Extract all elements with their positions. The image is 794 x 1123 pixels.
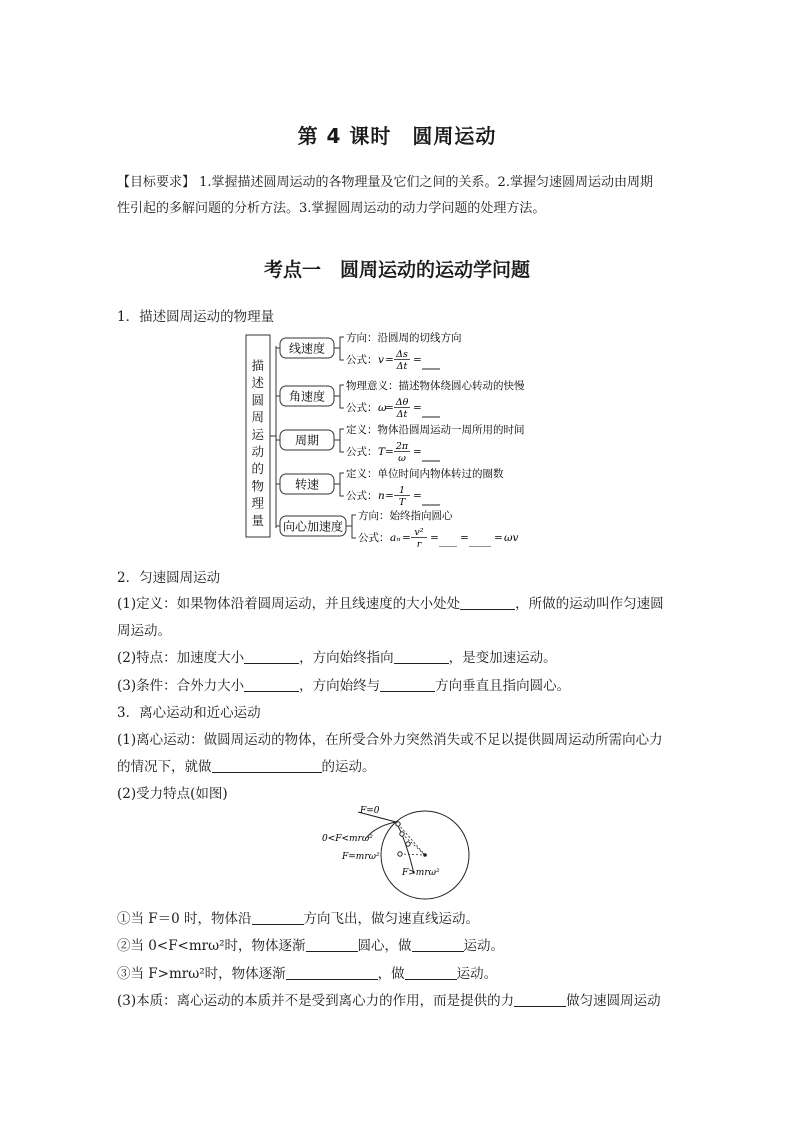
branch-line1: 方向：始终指向圆心 [358,510,453,522]
s2-condition: (3)条件：合外力大小 ，方向始终与 方向垂直且指向圆心。 [117,678,571,694]
s3-case-zero: ①当 F＝0 时，物体沿 方向飞出，做匀速直线运动。 [117,911,480,927]
concept-diagram [240,332,560,547]
formula-eq: = [413,446,422,458]
lesson-title: 第 4 课时 圆周运动 [297,124,497,148]
branch-line1: 定义：单位时间内物体转过的圈数 [346,468,504,480]
s3-essence: (3)本质：离心运动的本质并不是受到离心力的作用，而是提供的力 做匀速圆周运动 [117,993,661,1009]
s3-centrifugal-def: (1)离心运动：做圆周运动的物体，在所受合外力突然消失或不足以提供圆周运动所需向心力 [117,732,663,748]
formula-prefix: 公式： [346,490,378,502]
diagram-root-label [252,358,265,528]
frac-denominator: Δt [396,409,408,420]
blank-field[interactable] [286,965,378,980]
blank-field[interactable] [514,992,566,1007]
root-char: 运 [251,426,265,442]
s2-definition-cont: 周运动。 [117,623,171,639]
label-f-greater: F>mrω² [402,868,440,878]
formula-eq: = [413,402,422,414]
formula-eq: = [413,354,422,366]
frac-denominator: ω [398,453,406,464]
root-char: 动 [251,444,265,459]
root-char: 物 [251,478,265,494]
blank-field[interactable] [252,910,304,925]
branch-line1: 定义：物体沿圆周运动一周所用的时间 [346,424,525,436]
branch-4 [276,509,519,547]
label-f-equal: F=mrω² [342,852,380,862]
blank-field[interactable] [244,649,299,664]
s2-heading: 2．匀速圆周运动 [117,570,221,586]
formula-var: aₙ [390,532,401,544]
formula-var: n [378,490,385,502]
formula-eq: = [402,532,411,544]
formula-prefix: 公式： [346,446,378,458]
formula-eq: = [385,490,394,502]
goal-text-1: 1.掌握描述圆周运动的各物理量及它们之间的关系。2.掌握匀速圆周运动由周期 [195,175,653,190]
branch-label: 线速度 [288,341,326,356]
blank-field[interactable] [244,677,299,692]
branch-3 [276,467,504,508]
frac-numerator: 2π [395,441,409,452]
formula-eq: = [385,446,394,458]
blank-field[interactable] [460,595,515,610]
s1-heading: 1．描述圆周运动的物理量 [117,309,275,325]
trajectory-spiral-in [396,822,414,874]
frac-denominator: T [398,497,406,508]
branch-line1: 物理意义：描述物体绕圆心转动的快慢 [346,380,525,392]
frac-denominator: Δt [396,361,408,372]
s3-force-feature: (2)受力特点(如图) [117,786,228,802]
root-char: 描 [251,358,265,373]
frac-numerator: v² [414,527,424,538]
s2-definition: (1)定义：如果物体沿着圆周运动，并且线速度的大小处处 ，所做的运动叫作匀速圆 [117,596,664,612]
section-title: 考点一 圆周运动的运动学问题 [263,259,530,281]
formula-tail: ωv [504,532,519,544]
svg-text:=: = [494,532,503,544]
root-char: 周 [251,409,265,425]
branch-line1: 方向：沿圆周的切线方向 [346,332,462,344]
branch-0 [276,332,462,372]
goal-text-2: 性引起的多解问题的分析方法。3.掌握圆周运动的动力学问题的处理方法。 [117,201,546,216]
s3-heading: 3．离心运动和近心运动 [117,705,261,721]
label-f-zero: F=0 [360,806,380,816]
formula-var: T [378,446,386,458]
s3-centrifugal-def-cont: 的情况下，就做 的运动。 [117,759,376,775]
blank-field[interactable] [380,677,435,692]
formula-prefix: 公式： [358,532,390,544]
blank-field[interactable] [412,937,464,952]
formula-var: v [378,354,384,366]
root-char: 量 [251,512,265,528]
root-char: 理 [251,495,265,511]
frac-numerator: 1 [398,485,406,496]
formula-prefix: 公式： [346,402,378,414]
blank-field[interactable] [405,965,457,980]
branch-label: 角速度 [288,389,326,404]
branch-label: 周期 [294,433,320,448]
formula-var: ω [378,402,387,414]
blank-field[interactable] [394,649,449,664]
frac-numerator: Δs [396,349,408,360]
formula-eq: = [413,490,422,502]
branch-label: 向心加速度 [282,519,344,534]
branch-2 [276,423,525,464]
learning-goals [117,170,683,222]
blank-field[interactable] [306,937,358,952]
blank-field[interactable] [212,758,322,773]
diagram-main-bracket [270,346,276,528]
branch-1 [276,379,525,420]
formula-eq: = [385,402,394,414]
label-f-less: 0<F<mrω² [322,834,373,844]
branch-label: 转速 [294,477,320,492]
frac-numerator: Δθ [395,397,409,408]
formula-eq: = [430,532,439,544]
root-char: 圆 [251,392,265,408]
root-char: 的 [251,461,265,477]
formula-eq: = [385,354,394,366]
svg-text:=: = [460,532,469,544]
s3-case-less: ②当 0<F<mrω²时，物体逐渐 圆心，做 运动。 [117,938,505,954]
centrifugal-figure [318,800,478,900]
frac-denominator: r [416,539,422,547]
s2-feature: (2)特点：加速度大小 ，方向始终指向 ，是变加速运动。 [117,650,557,666]
goal-tag: 【目标要求】 [117,175,196,190]
formula-prefix: 公式： [346,354,378,366]
s3-case-greater: ③当 F>mrω²时，物体逐渐 ，做 运动。 [117,966,498,982]
root-char: 述 [251,375,265,391]
